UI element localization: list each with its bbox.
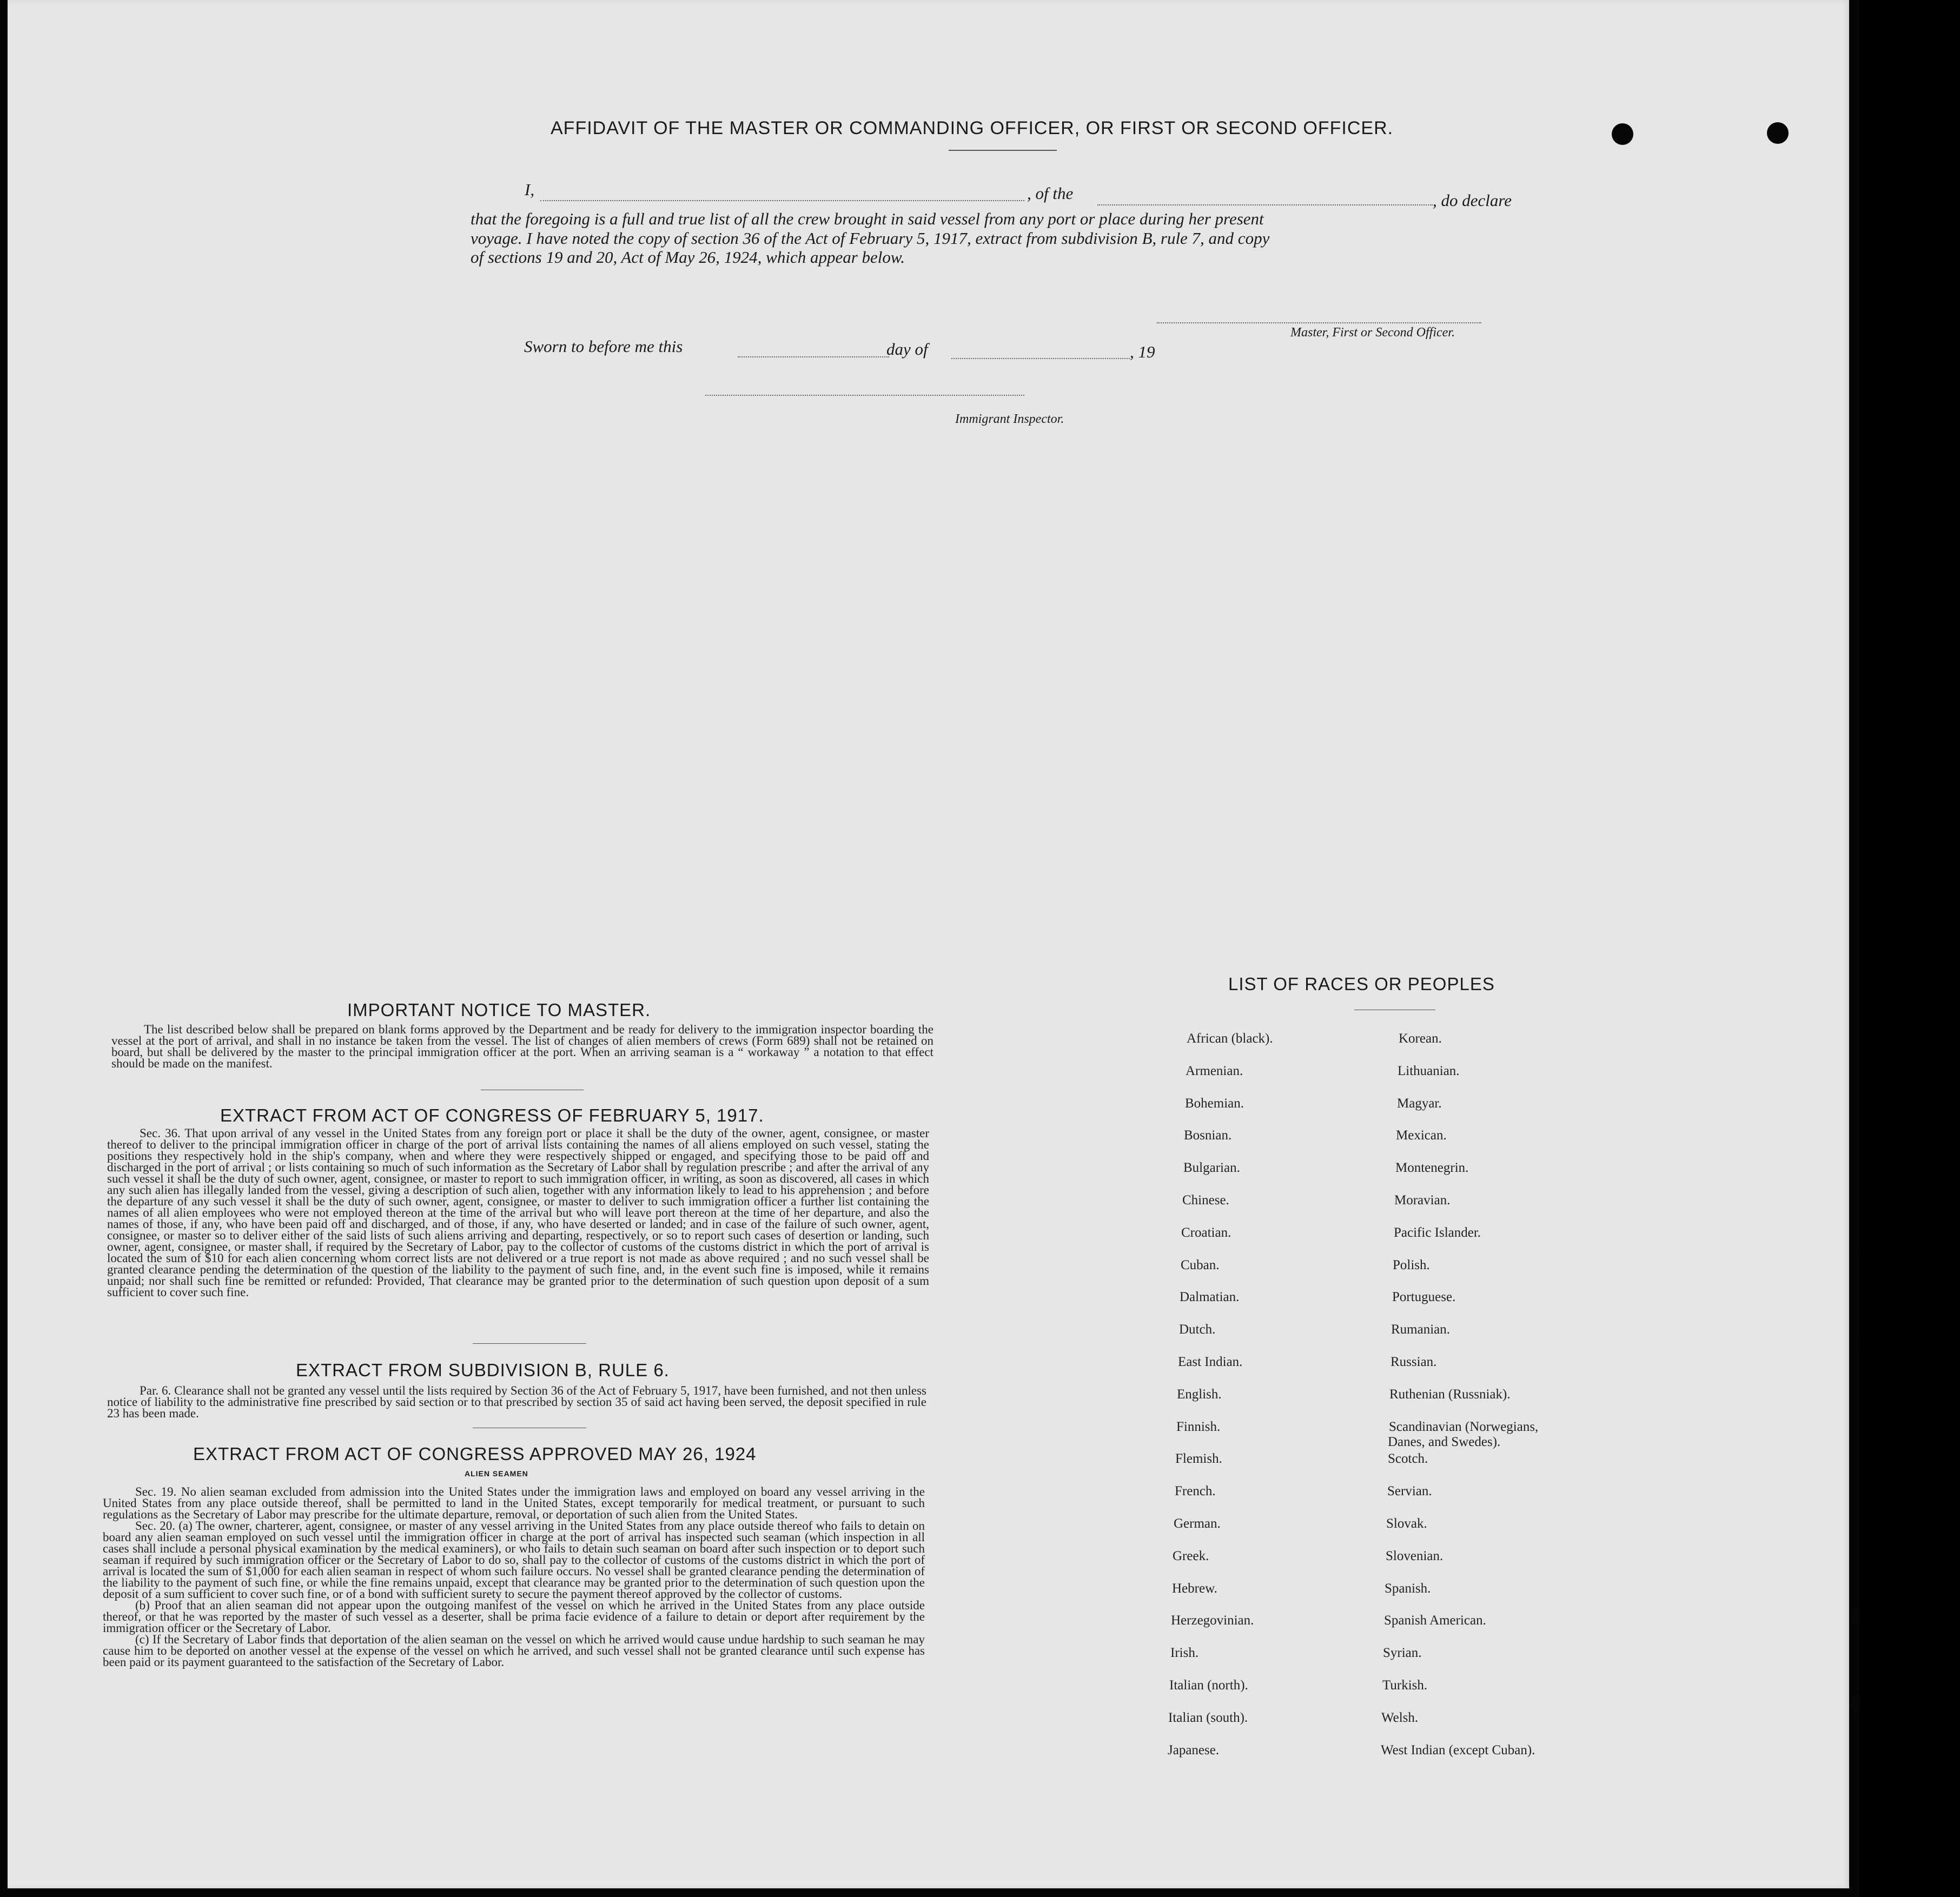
race-item: Flemish. xyxy=(1175,1451,1222,1466)
scan-background xyxy=(1859,0,1960,1897)
race-item: Herzegovinian. xyxy=(1171,1613,1254,1628)
notice-title: IMPORTANT NOTICE TO MASTER. xyxy=(347,1000,651,1020)
name-blank[interactable] xyxy=(540,200,1024,201)
race-item: Chinese. xyxy=(1182,1193,1229,1208)
affidavit-body-line3: of sections 19 and 20, Act of May 26, 1924, which appear below. xyxy=(471,248,905,267)
race-item: Lithuanian. xyxy=(1398,1064,1460,1078)
race-item: Mexican. xyxy=(1396,1128,1447,1143)
month-blank[interactable] xyxy=(951,358,1130,359)
race-item: Pacific Islander. xyxy=(1394,1225,1481,1240)
race-item: West Indian (except Cuban). xyxy=(1381,1743,1535,1757)
year-label: , 19 xyxy=(1130,342,1155,361)
sworn-label: Sworn to before me this xyxy=(524,337,683,356)
race-item: Korean. xyxy=(1399,1031,1442,1046)
inspector-blank[interactable] xyxy=(705,395,1024,396)
race-item: African (black). xyxy=(1187,1031,1273,1046)
races-title: LIST OF RACES OR PEOPLES xyxy=(1228,974,1495,994)
race-item: Dutch. xyxy=(1179,1322,1216,1337)
race-item: Cuban. xyxy=(1181,1258,1220,1272)
race-item: Magyar. xyxy=(1397,1096,1442,1111)
race-item: Rumanian. xyxy=(1391,1322,1451,1337)
race-item: Moravian. xyxy=(1394,1193,1451,1208)
rule-6-body xyxy=(107,1385,926,1419)
race-item: Irish. xyxy=(1170,1646,1199,1660)
race-item: Scandinavian (Norwegians, xyxy=(1389,1420,1539,1434)
race-item: Syrian. xyxy=(1383,1646,1422,1660)
race-item: East Indian. xyxy=(1178,1355,1243,1369)
rule-6-paragraph: Par. 6. Clearance shall not be granted any vessel until the lists required by Section 36 of the Act of February 5, 1917, have been furnished, and not then unless notice of liability to the administrative fine prescribed by said section or to that prescribed by section 35 of said act having been served, the deposit specified in rule 23 has been made. xyxy=(107,1384,926,1420)
race-item: Polish. xyxy=(1393,1258,1430,1272)
race-item: Japanese. xyxy=(1168,1743,1220,1757)
race-item: Bulgarian. xyxy=(1183,1160,1240,1175)
race-item: Turkish. xyxy=(1382,1678,1428,1693)
extract-1917-title: EXTRACT FROM ACT OF CONGRESS OF FEBRUARY 5, 1917. xyxy=(220,1105,764,1125)
race-item: Slovak. xyxy=(1386,1516,1427,1531)
race-item: Italian (south). xyxy=(1168,1710,1248,1725)
race-item: Montenegrin. xyxy=(1395,1160,1469,1175)
race-item: German. xyxy=(1174,1516,1221,1531)
race-item: Slovenian. xyxy=(1386,1549,1443,1563)
section-20b-paragraph: (b) Proof that an alien seaman did not appear upon the outgoing manifest of the vessel on which he arrived in the United States from any place outside thereof, or that he was reported by the master of such vessel as a deserter, shall be prima facie evidence of a failure to detain or deport after requirement by the immigration officer or the Secretary of Labor. xyxy=(103,1598,925,1635)
affidavit-body-line1: that the foregoing is a full and true list of all the crew brought in said vessel from any port or place during her present xyxy=(471,209,1264,228)
section-36-paragraph: Sec. 36. That upon arrival of any vessel in the United States from any foreign port or place it shall be the duty of the owner, agent, consignee, or master thereof to deliver to the principal immigration officer in charge of the port of arrival lists containing the names of all aliens employed on such vessel, stating the positions they respectively hold in the ship's company, when and where they were respectively shipped or engaged, and specifying those to be paid off and discharged in the port of arrival ; or lists containing so much of such information as the Secretary of Labor shall by regulation prescribe ; and after the arrival of any such vessel it shall be the duty of such owner, agent, consignee, or master to report to such immigration officer, in writing, as soon as discovered, all cases in which any such alien has illegally landed from the vessel, giving a description of such alien, together with any information likely to lead to his apprehension ; and before the departure of any such vessel it shall be the duty of such owner, agent, consignee, or master to deliver to such immigration officer a further list containing the names of all alien employees who were not employed thereon at the time of the arrival but who will leave port thereon at the time of her departure, and also the names of those, if any, who have been paid off and discharged, and of those, if any, who have deserted or landed; and in case of the failure of such owner, agent, consignee, or master so to deliver either of the said lists of such aliens arriving and departing, respectively, or so to report such cases of desertion or landing, such owner, agent, consignee, or master shall, if required by the Secretary of Labor, pay to the collector of customs of the customs district in which the port of arrival is located the sum of $10 for each alien concerning whom correct lists are not delivered or a true report is not made as above required ; and no such vessel shall be granted clearance pending the determination of the question of the liability to the payment of such fine, and, in the event such fine is imposed, while it remains unpaid; nor shall such fine be remitted or refunded: Provided, That clearance may be granted prior to the determination of such question upon deposit of a sum sufficient to cover such fine. xyxy=(107,1126,929,1299)
race-item: Hebrew. xyxy=(1172,1581,1217,1596)
section-19-paragraph: Sec. 19. No alien seaman excluded from admission into the United States under the immigration laws and employed on board any vessel arriving in the United States from any place outside thereof, shall be permitted to land in the United States, except temporarily for medical treatment, or pursuant to such regulations as the Secretary of Labor may prescribe for the ultimate departure, removal, or deportation of such alien from the United States. xyxy=(103,1485,925,1521)
race-item: Finnish. xyxy=(1176,1420,1221,1434)
race-item: Welsh. xyxy=(1381,1710,1419,1725)
alien-seamen-subtitle: ALIEN SEAMEN xyxy=(465,1469,528,1478)
signature-label: Master, First or Second Officer. xyxy=(1290,326,1455,340)
race-item: Spanish. xyxy=(1385,1581,1431,1596)
inspector-label: Immigrant Inspector. xyxy=(955,412,1064,426)
section-20a-paragraph: Sec. 20. (a) The owner, charterer, agent, consignee, or master of any vessel arriving in the United States from any place outside thereof who fails to detain on board any alien seaman employed on such vessel until the immigration officer in charge at the port of arrival has inspected such seaman (which inspection in all cases shall include a personal physical examination by the medical examiners), or who fails to detain such seaman on board after such inspection or to deport such seaman if required by such immigration officer or the Secretary of Labor to do so, shall pay to the collector of customs of the customs district in which the port of arrival is located the sum of $1,000 for each alien seaman in respect of whom such failure occurs. No vessel shall be granted clearance pending the determination of the liability to the payment of such fine, or while the fine remains unpaid, except that clearance may be granted prior to the determination of such question upon the deposit of a sum sufficient to cover such fine, or of a bond with sufficient surety to secure the payment thereof approved by the collector of customs. xyxy=(103,1519,925,1601)
rule-6-title: EXTRACT FROM SUBDIVISION B, RULE 6. xyxy=(296,1360,670,1380)
binder-hole xyxy=(1612,123,1633,145)
extract-1924-title: EXTRACT FROM ACT OF CONGRESS APPROVED MAY 26, 1924 xyxy=(193,1444,757,1464)
affidavit-i-label: I, xyxy=(525,180,535,199)
day-of-label: day of xyxy=(886,340,928,359)
race-item: Armenian. xyxy=(1186,1064,1243,1078)
race-item: Ruthenian (Russniak). xyxy=(1389,1387,1511,1402)
extract-1917-body xyxy=(107,1127,929,1298)
race-item: Spanish American. xyxy=(1384,1613,1486,1628)
binder-hole xyxy=(1767,122,1789,144)
affidavit-do-declare: , do declare xyxy=(1433,191,1512,210)
affidavit-title: AFFIDAVIT OF THE MASTER OR COMMANDING OFFICER, OR FIRST OR SECOND OFFICER. xyxy=(551,118,1394,138)
race-item: Danes, and Swedes). xyxy=(1388,1435,1501,1449)
race-item: Bosnian. xyxy=(1184,1128,1232,1143)
vessel-blank[interactable] xyxy=(1097,204,1433,205)
extract-1924-body xyxy=(103,1486,925,1668)
notice-body xyxy=(111,1024,933,1069)
race-item: Servian. xyxy=(1387,1484,1432,1498)
race-item: English. xyxy=(1177,1387,1222,1402)
race-item: Russian. xyxy=(1390,1355,1437,1369)
affidavit-of-the: , of the xyxy=(1027,184,1074,203)
race-item: Greek. xyxy=(1173,1549,1209,1563)
notice-paragraph: The list described below shall be prepared on blank forms approved by the Department and be ready for delivery to the immigration inspector boarding the vessel at the port of arrival, and shall in no instance be taken from the vessel. The list of changes of alien members of crews (Form 689) shall not be retained on board, but shall be delivered by the master to the principal immigration officer at the port. When an arriving seaman is a “ workaway ” a notation to that effect should be made on the manifest. xyxy=(111,1023,933,1070)
sworn-day-blank[interactable] xyxy=(738,356,889,357)
document-sheet xyxy=(8,0,1849,1888)
section-20c-paragraph: (c) If the Secretary of Labor finds that deportation of the alien seaman on the vessel on which he arrived would cause undue hardship to such seaman he may cause him to be deported on another vessel at the expense of the vessel on which he arrived, and such vessel shall not be granted clearance until such expense has been paid or its payment guaranteed to the satisfaction of the Secretary of Labor. xyxy=(103,1633,925,1669)
race-item: Scotch. xyxy=(1388,1451,1428,1466)
race-item: Croatian. xyxy=(1181,1225,1231,1240)
race-item: French. xyxy=(1175,1484,1216,1498)
extract-1917-divider xyxy=(473,1343,586,1344)
race-item: Dalmatian. xyxy=(1180,1290,1240,1304)
signature-blank[interactable] xyxy=(1157,322,1481,323)
title-divider xyxy=(949,150,1057,151)
race-item: Bohemian. xyxy=(1185,1096,1244,1111)
affidavit-body-line2: voyage. I have noted the copy of section 36 of the Act of February 5, 1917, extract from subdivision B, rule 7, and copy xyxy=(471,229,1270,248)
race-item: Portuguese. xyxy=(1392,1290,1456,1304)
race-item: Italian (north). xyxy=(1169,1678,1248,1693)
